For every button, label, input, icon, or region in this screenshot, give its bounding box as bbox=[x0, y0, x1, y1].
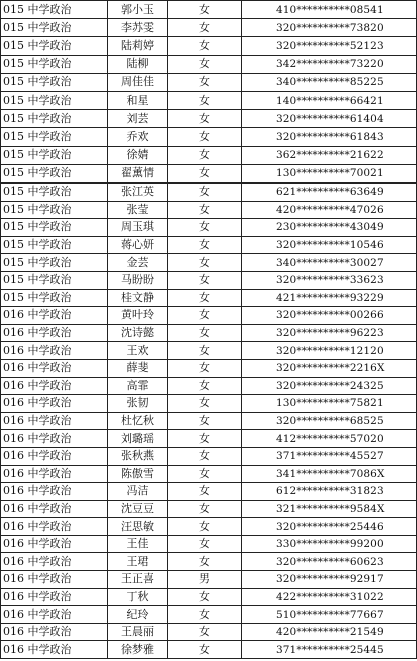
name-cell: 周玉琪 bbox=[108, 219, 168, 237]
id-number-cell: 320**********00266 bbox=[242, 307, 417, 325]
gender-cell: 女 bbox=[168, 412, 242, 430]
name-cell: 李苏雯 bbox=[108, 19, 168, 37]
id-number-cell: 321**********9584X bbox=[242, 500, 417, 518]
id-number-cell: 421**********93229 bbox=[242, 289, 417, 307]
table-row bbox=[1, 359, 417, 377]
subject-cell: 016 中学政治 bbox=[1, 588, 108, 606]
subject-cell: 015 中学政治 bbox=[1, 128, 108, 146]
subject-cell: 016 中学政治 bbox=[1, 359, 108, 377]
name-cell: 王正喜 bbox=[108, 571, 168, 589]
gender-cell: 女 bbox=[168, 324, 242, 342]
candidate-table-bottom bbox=[0, 183, 417, 659]
gender-cell: 女 bbox=[168, 518, 242, 536]
table-row bbox=[1, 588, 417, 606]
table-row bbox=[1, 271, 417, 289]
table-row bbox=[1, 1, 417, 19]
subject-cell: 015 中学政治 bbox=[1, 146, 108, 164]
subject-cell: 016 中学政治 bbox=[1, 500, 108, 518]
name-cell: 蒋心妍 bbox=[108, 236, 168, 254]
subject-cell: 015 中学政治 bbox=[1, 73, 108, 91]
subject-cell: 015 中学政治 bbox=[1, 289, 108, 307]
table-row bbox=[1, 289, 417, 307]
table-row bbox=[1, 184, 417, 202]
subject-cell: 015 中学政治 bbox=[1, 254, 108, 272]
subject-cell: 015 中学政治 bbox=[1, 91, 108, 109]
name-cell: 徐梦雅 bbox=[108, 641, 168, 659]
id-number-cell: 320**********61404 bbox=[242, 110, 417, 128]
gender-cell: 女 bbox=[168, 1, 242, 19]
name-cell: 陈傲雪 bbox=[108, 465, 168, 483]
id-number-cell: 320**********25446 bbox=[242, 518, 417, 536]
id-number-cell: 371**********45527 bbox=[242, 447, 417, 465]
subject-cell: 015 中学政治 bbox=[1, 236, 108, 254]
gender-cell: 女 bbox=[168, 219, 242, 237]
name-cell: 张秋燕 bbox=[108, 447, 168, 465]
table-row bbox=[1, 91, 417, 109]
subject-cell: 016 中学政治 bbox=[1, 342, 108, 360]
table-row bbox=[1, 518, 417, 536]
table-row bbox=[1, 254, 417, 272]
subject-cell: 015 中学政治 bbox=[1, 164, 108, 182]
id-number-cell: 320**********10546 bbox=[242, 236, 417, 254]
id-number-cell: 140**********66421 bbox=[242, 91, 417, 109]
name-cell: 汪思敏 bbox=[108, 518, 168, 536]
id-number-cell: 410**********08541 bbox=[242, 1, 417, 19]
subject-cell: 015 中学政治 bbox=[1, 219, 108, 237]
subject-cell: 016 中学政治 bbox=[1, 395, 108, 413]
id-number-cell: 320**********96223 bbox=[242, 324, 417, 342]
gender-cell: 女 bbox=[168, 307, 242, 325]
gender-cell: 女 bbox=[168, 91, 242, 109]
subject-cell: 015 中学政治 bbox=[1, 110, 108, 128]
name-cell: 陆莉婷 bbox=[108, 37, 168, 55]
table-row bbox=[1, 128, 417, 146]
id-number-cell: 320**********24325 bbox=[242, 377, 417, 395]
subject-cell: 016 中学政治 bbox=[1, 377, 108, 395]
table-row bbox=[1, 19, 417, 37]
gender-cell: 男 bbox=[168, 571, 242, 589]
table-row bbox=[1, 37, 417, 55]
id-number-cell: 320**********33623 bbox=[242, 271, 417, 289]
name-cell: 丁秋 bbox=[108, 588, 168, 606]
table-row bbox=[1, 641, 417, 659]
id-number-cell: 230**********43049 bbox=[242, 219, 417, 237]
subject-cell: 016 中学政治 bbox=[1, 641, 108, 659]
subject-cell: 016 中学政治 bbox=[1, 430, 108, 448]
subject-cell: 016 中学政治 bbox=[1, 447, 108, 465]
id-number-cell: 621**********63649 bbox=[242, 184, 417, 202]
name-cell: 沈豆豆 bbox=[108, 500, 168, 518]
name-cell: 纪玲 bbox=[108, 606, 168, 624]
candidate-table-top bbox=[0, 0, 417, 183]
table-row bbox=[1, 553, 417, 571]
gender-cell: 女 bbox=[168, 73, 242, 91]
name-cell: 沈诗懿 bbox=[108, 324, 168, 342]
subject-cell: 015 中学政治 bbox=[1, 19, 108, 37]
gender-cell: 女 bbox=[168, 606, 242, 624]
gender-cell: 女 bbox=[168, 553, 242, 571]
name-cell: 和星 bbox=[108, 91, 168, 109]
table-row bbox=[1, 465, 417, 483]
subject-cell: 016 中学政治 bbox=[1, 623, 108, 641]
table-row bbox=[1, 146, 417, 164]
name-cell: 刘芸 bbox=[108, 110, 168, 128]
subject-cell: 016 中学政治 bbox=[1, 483, 108, 501]
table-row bbox=[1, 307, 417, 325]
table-row bbox=[1, 164, 417, 182]
table-row bbox=[1, 55, 417, 73]
gender-cell: 女 bbox=[168, 184, 242, 202]
table-row bbox=[1, 377, 417, 395]
gender-cell: 女 bbox=[168, 254, 242, 272]
subject-cell: 015 中学政治 bbox=[1, 55, 108, 73]
table-row bbox=[1, 236, 417, 254]
id-number-cell: 340**********30027 bbox=[242, 254, 417, 272]
name-cell: 张韧 bbox=[108, 395, 168, 413]
table-row bbox=[1, 201, 417, 219]
id-number-cell: 340**********85225 bbox=[242, 73, 417, 91]
gender-cell: 女 bbox=[168, 483, 242, 501]
id-number-cell: 362**********21622 bbox=[242, 146, 417, 164]
gender-cell: 女 bbox=[168, 359, 242, 377]
name-cell: 张莹 bbox=[108, 201, 168, 219]
table-row bbox=[1, 483, 417, 501]
id-number-cell: 330**********99200 bbox=[242, 535, 417, 553]
subject-cell: 015 中学政治 bbox=[1, 184, 108, 202]
gender-cell: 女 bbox=[168, 465, 242, 483]
subject-cell: 016 中学政治 bbox=[1, 307, 108, 325]
id-number-cell: 612**********31823 bbox=[242, 483, 417, 501]
name-cell: 王晨丽 bbox=[108, 623, 168, 641]
table-row bbox=[1, 535, 417, 553]
name-cell: 翟薰情 bbox=[108, 164, 168, 182]
name-cell: 郭小玉 bbox=[108, 1, 168, 19]
gender-cell: 女 bbox=[168, 500, 242, 518]
subject-cell: 016 中学政治 bbox=[1, 518, 108, 536]
name-cell: 乔欢 bbox=[108, 128, 168, 146]
id-number-cell: 510**********77667 bbox=[242, 606, 417, 624]
gender-cell: 女 bbox=[168, 201, 242, 219]
gender-cell: 女 bbox=[168, 623, 242, 641]
table-row bbox=[1, 571, 417, 589]
subject-cell: 016 中学政治 bbox=[1, 553, 108, 571]
name-cell: 张江英 bbox=[108, 184, 168, 202]
id-number-cell: 320**********92917 bbox=[242, 571, 417, 589]
name-cell: 桂文静 bbox=[108, 289, 168, 307]
gender-cell: 女 bbox=[168, 342, 242, 360]
table-row bbox=[1, 412, 417, 430]
table-row bbox=[1, 219, 417, 237]
gender-cell: 女 bbox=[168, 271, 242, 289]
gender-cell: 女 bbox=[168, 128, 242, 146]
name-cell: 王佳 bbox=[108, 535, 168, 553]
name-cell: 王珺 bbox=[108, 553, 168, 571]
gender-cell: 女 bbox=[168, 588, 242, 606]
gender-cell: 女 bbox=[168, 395, 242, 413]
id-number-cell: 341**********7086X bbox=[242, 465, 417, 483]
gender-cell: 女 bbox=[168, 55, 242, 73]
table-row bbox=[1, 447, 417, 465]
name-cell: 金芸 bbox=[108, 254, 168, 272]
id-number-cell: 412**********57020 bbox=[242, 430, 417, 448]
name-cell: 冯洁 bbox=[108, 483, 168, 501]
table-row bbox=[1, 73, 417, 91]
id-number-cell: 420**********47026 bbox=[242, 201, 417, 219]
name-cell: 周佳佳 bbox=[108, 73, 168, 91]
subject-cell: 016 中学政治 bbox=[1, 535, 108, 553]
name-cell: 杜忆秋 bbox=[108, 412, 168, 430]
table-row bbox=[1, 623, 417, 641]
table-row bbox=[1, 342, 417, 360]
id-number-cell: 422**********31022 bbox=[242, 588, 417, 606]
id-number-cell: 130**********75821 bbox=[242, 395, 417, 413]
gender-cell: 女 bbox=[168, 164, 242, 182]
subject-cell: 016 中学政治 bbox=[1, 465, 108, 483]
id-number-cell: 320**********61843 bbox=[242, 128, 417, 146]
table-row bbox=[1, 430, 417, 448]
subject-cell: 016 中学政治 bbox=[1, 606, 108, 624]
name-cell: 陆柳 bbox=[108, 55, 168, 73]
name-cell: 马盼盼 bbox=[108, 271, 168, 289]
id-number-cell: 320**********60623 bbox=[242, 553, 417, 571]
id-number-cell: 320**********68525 bbox=[242, 412, 417, 430]
name-cell: 黄叶玲 bbox=[108, 307, 168, 325]
gender-cell: 女 bbox=[168, 146, 242, 164]
gender-cell: 女 bbox=[168, 37, 242, 55]
name-cell: 高霏 bbox=[108, 377, 168, 395]
subject-cell: 015 中学政治 bbox=[1, 201, 108, 219]
gender-cell: 女 bbox=[168, 236, 242, 254]
gender-cell: 女 bbox=[168, 19, 242, 37]
id-number-cell: 371**********25445 bbox=[242, 641, 417, 659]
id-number-cell: 320**********12120 bbox=[242, 342, 417, 360]
id-number-cell: 342**********73220 bbox=[242, 55, 417, 73]
id-number-cell: 130**********70021 bbox=[242, 164, 417, 182]
name-cell: 徐婧 bbox=[108, 146, 168, 164]
id-number-cell: 320**********73820 bbox=[242, 19, 417, 37]
gender-cell: 女 bbox=[168, 447, 242, 465]
gender-cell: 女 bbox=[168, 289, 242, 307]
name-cell: 刘璐瑶 bbox=[108, 430, 168, 448]
subject-cell: 015 中学政治 bbox=[1, 271, 108, 289]
name-cell: 王欢 bbox=[108, 342, 168, 360]
gender-cell: 女 bbox=[168, 110, 242, 128]
gender-cell: 女 bbox=[168, 377, 242, 395]
gender-cell: 女 bbox=[168, 535, 242, 553]
table-row bbox=[1, 500, 417, 518]
id-number-cell: 320**********2216X bbox=[242, 359, 417, 377]
id-number-cell: 320**********52123 bbox=[242, 37, 417, 55]
id-number-cell: 420**********21549 bbox=[242, 623, 417, 641]
table-row bbox=[1, 324, 417, 342]
table-row bbox=[1, 110, 417, 128]
subject-cell: 016 中学政治 bbox=[1, 412, 108, 430]
subject-cell: 016 中学政治 bbox=[1, 324, 108, 342]
subject-cell: 015 中学政治 bbox=[1, 37, 108, 55]
table-row bbox=[1, 606, 417, 624]
table-row bbox=[1, 395, 417, 413]
subject-cell: 016 中学政治 bbox=[1, 571, 108, 589]
gender-cell: 女 bbox=[168, 641, 242, 659]
gender-cell: 女 bbox=[168, 430, 242, 448]
name-cell: 薛斐 bbox=[108, 359, 168, 377]
subject-cell: 015 中学政治 bbox=[1, 1, 108, 19]
